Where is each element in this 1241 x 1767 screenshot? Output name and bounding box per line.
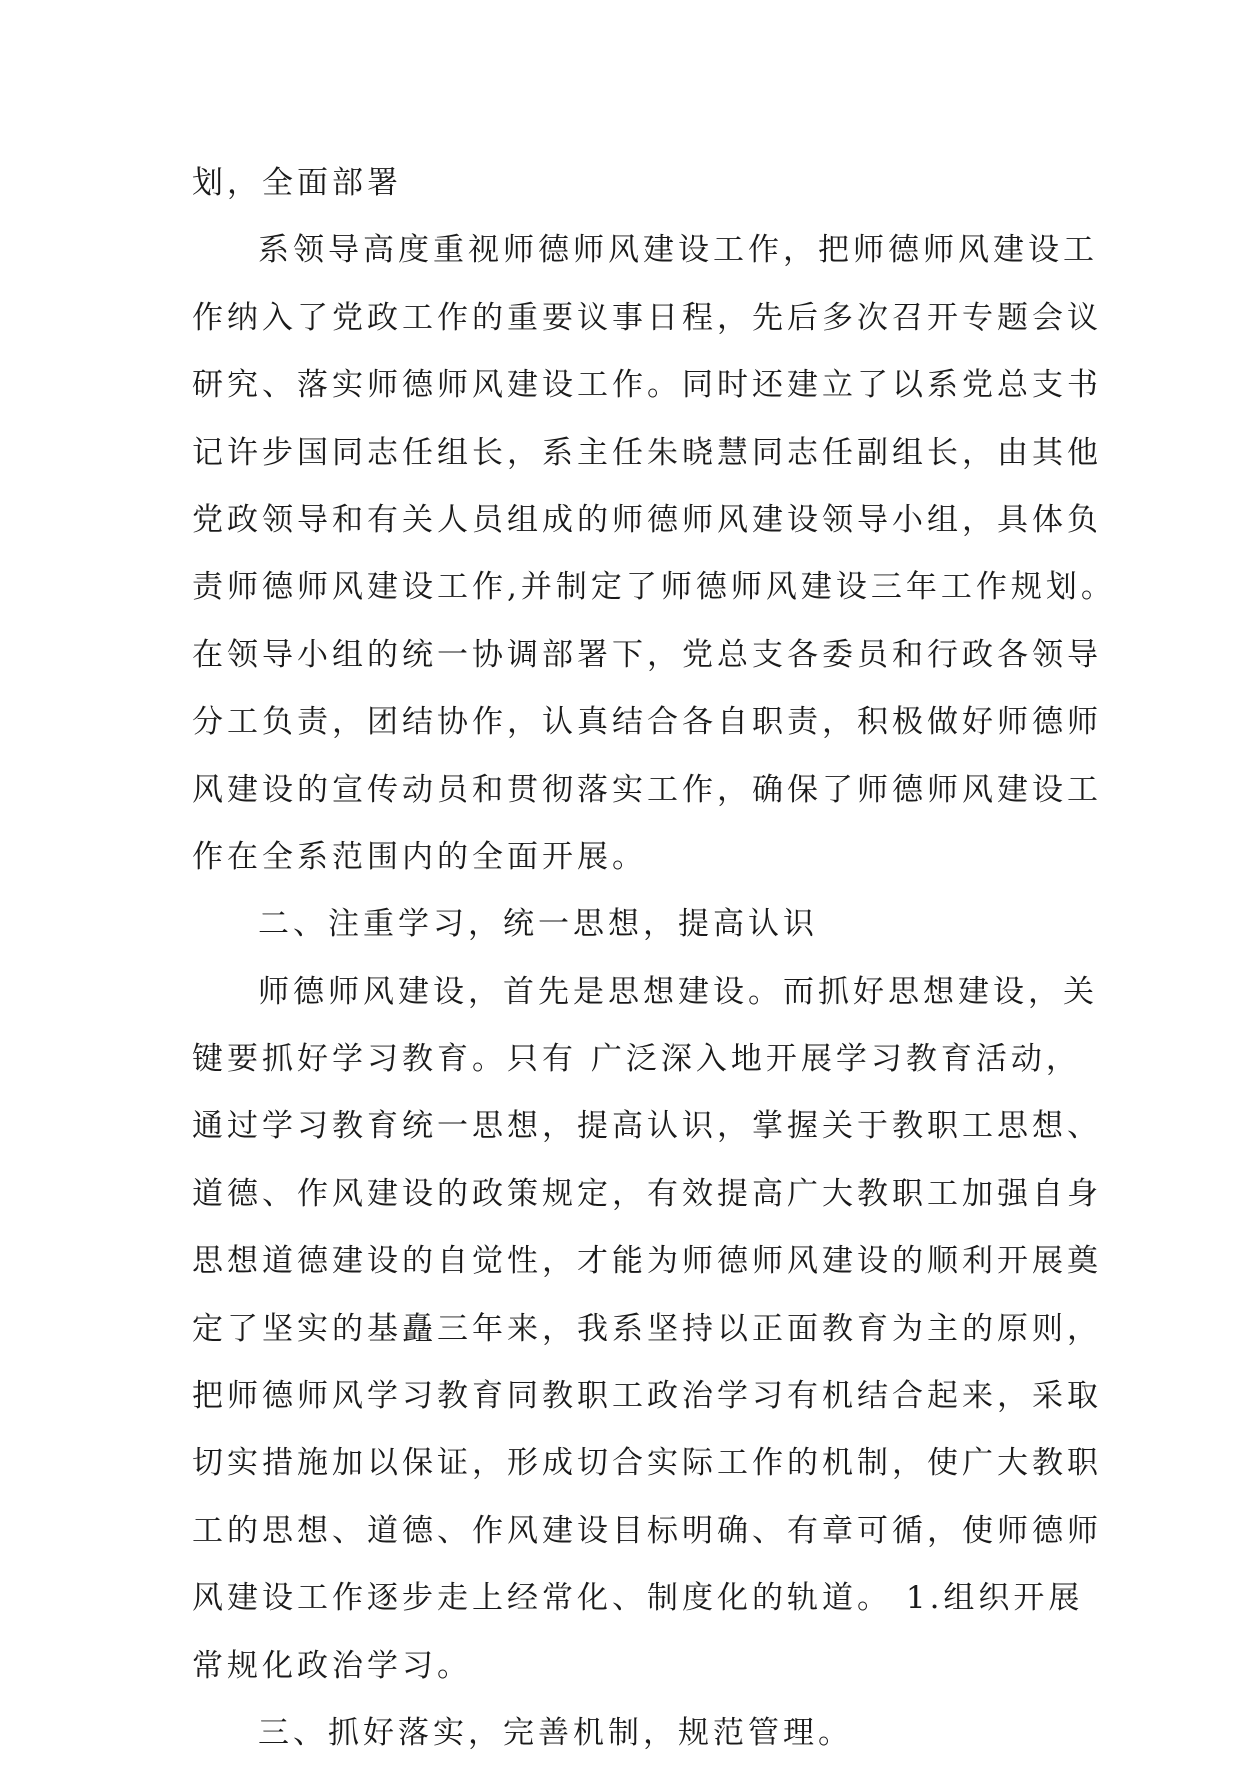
section-heading-3: 三、抓好落实，完善机制，规范管理。	[258, 1714, 853, 1751]
section-heading-2: 二、注重学习，统一思想，提高认识	[258, 906, 818, 943]
text-line: 风建设工作逐步走上经常化、制度化的轨道。 1.组织开展	[192, 1580, 1084, 1617]
text-line: 通过学习教育统一思想，提高认识，掌握关于教职工思想、	[192, 1108, 1102, 1145]
text-line: 风建设的宣传动员和贯彻落实工作，确保了师德师风建设工	[192, 771, 1102, 808]
text-line: 责师德师风建设工作,并制定了师德师风建设三年工作规划。	[192, 569, 1116, 606]
text-line: 记许步国同志任组长，系主任朱晓慧同志任副组长，由其他	[192, 434, 1102, 471]
text-line: 分工负责，团结协作，认真结合各自职责，积极做好师德师	[192, 704, 1102, 741]
text-line: 定了坚实的基矗三年来，我系坚持以正面教育为主的原则，	[192, 1310, 1102, 1347]
text-line: 常规化政治学习。	[192, 1647, 472, 1684]
text-line: 研究、落实师德师风建设工作。同时还建立了以系党总支书	[192, 367, 1102, 404]
body-text	[192, 150, 1116, 1767]
text-line: 师德师风建设，首先是思想建设。而抓好思想建设，关	[258, 973, 1098, 1010]
text-line: 作在全系范围内的全面开展。	[192, 838, 647, 875]
text-line: 作纳入了党政工作的重要议事日程，先后多次召开专题会议	[192, 299, 1102, 336]
text-line: 党政领导和有关人员组成的师德师风建设领导小组，具体负	[192, 501, 1102, 538]
text-line: 系领导高度重视师德师风建设工作，把师德师风建设工	[258, 232, 1098, 269]
text-line: 道德、作风建设的政策规定，有效提高广大教职工加强自身	[192, 1175, 1102, 1212]
text-line: 在领导小组的统一协调部署下，党总支各委员和行政各领导	[192, 636, 1102, 673]
text-line: 思想道德建设的自觉性，才能为师德师风建设的顺利开展奠	[192, 1243, 1102, 1280]
text-line: 键要抓好学习教育。只有 广泛深入地开展学习教育活动，	[192, 1041, 1081, 1078]
text-line: 工的思想、道德、作风建设目标明确、有章可循，使师德师	[192, 1512, 1102, 1549]
text-line: 切实措施加以保证，形成切合实际工作的机制，使广大教职	[192, 1445, 1102, 1482]
text-line: 划，全面部署	[192, 165, 402, 201]
text-line: 把师德师风学习教育同教职工政治学习有机结合起来，采取	[192, 1378, 1102, 1415]
